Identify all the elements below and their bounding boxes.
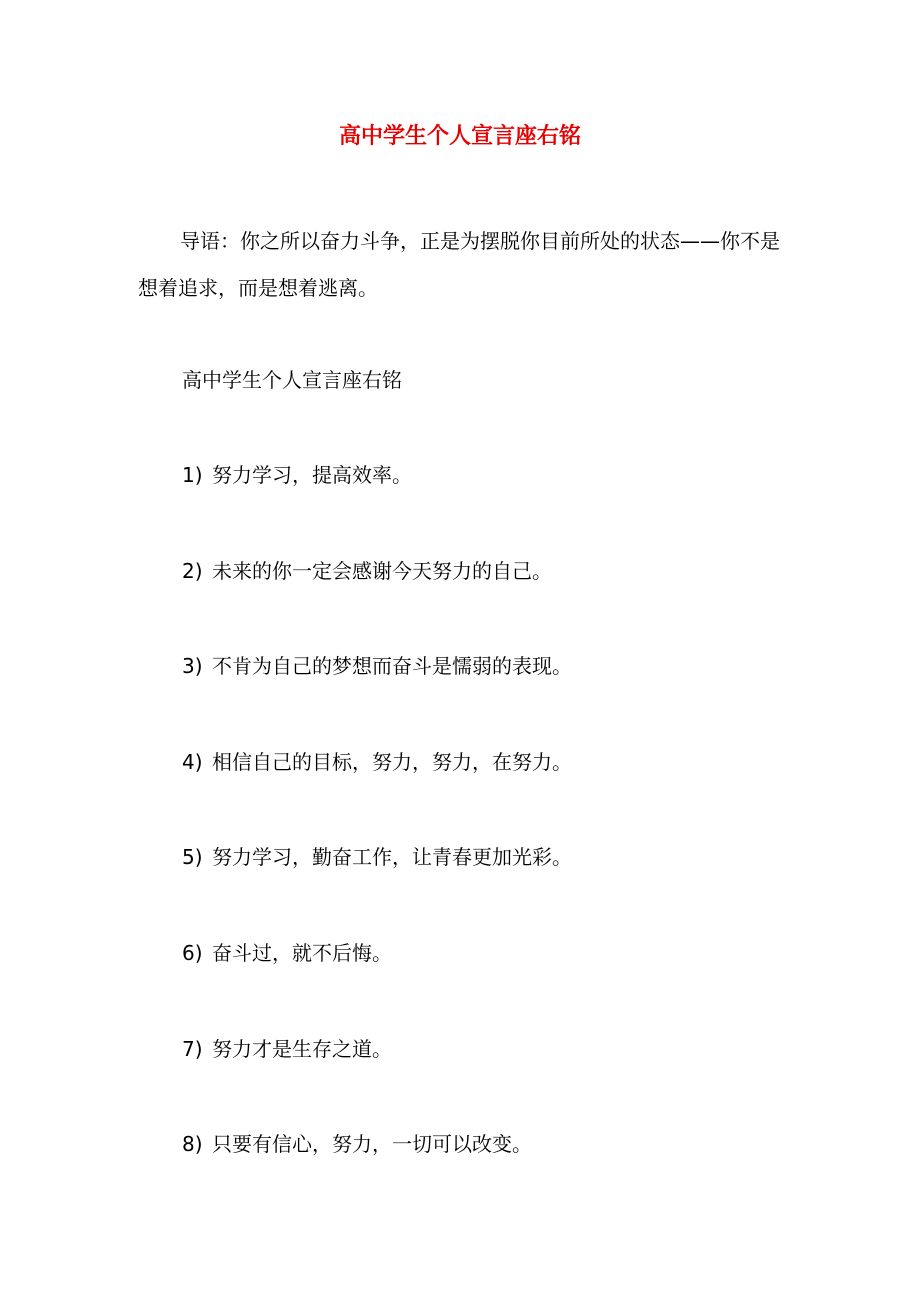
list-item-number: 3) [182, 654, 203, 679]
list-item-text: 相信自己的目标，努力，努力，在努力。 [212, 749, 572, 774]
list-item-text: 不肯为自己的梦想而奋斗是懦弱的表现。 [212, 654, 572, 679]
motto-list [182, 455, 572, 1220]
document-title: 高中学生个人宣言座右铭 [338, 124, 581, 149]
list-item [182, 933, 572, 973]
intro-paragraph: 导语：你之所以奋力斗争，正是为摆脱你目前所处的状态——你不是想着追求，而是想着逃离。 [138, 229, 780, 300]
list-item [182, 742, 572, 782]
list-item [182, 455, 572, 495]
list-item-number: 4) [182, 749, 203, 774]
list-item-number: 8) [182, 1132, 203, 1157]
list-item-number: 1) [182, 463, 203, 487]
list-item-text: 努力学习，勤奋工作，让青春更加光彩。 [212, 845, 572, 870]
list-item-text: 努力才是生存之道。 [212, 1036, 392, 1061]
list-item-text: 努力学习，提高效率。 [212, 463, 412, 487]
list-item-text: 未来的你一定会感谢今天努力的自己。 [212, 558, 552, 583]
list-item [182, 1029, 572, 1069]
list-item [182, 837, 572, 877]
list-item-number: 6) [182, 940, 203, 965]
list-item [182, 1124, 572, 1164]
list-item-number: 7) [182, 1036, 203, 1061]
list-item [182, 646, 572, 686]
list-item-text: 只要有信心，努力，一切可以改变。 [212, 1132, 532, 1157]
list-item [182, 551, 572, 591]
list-item-number: 5) [182, 845, 203, 870]
section-heading: 高中学生个人宣言座右铭 [182, 368, 402, 392]
list-item-text: 奋斗过，就不后悔。 [212, 940, 392, 965]
list-item-number: 2) [182, 558, 203, 583]
